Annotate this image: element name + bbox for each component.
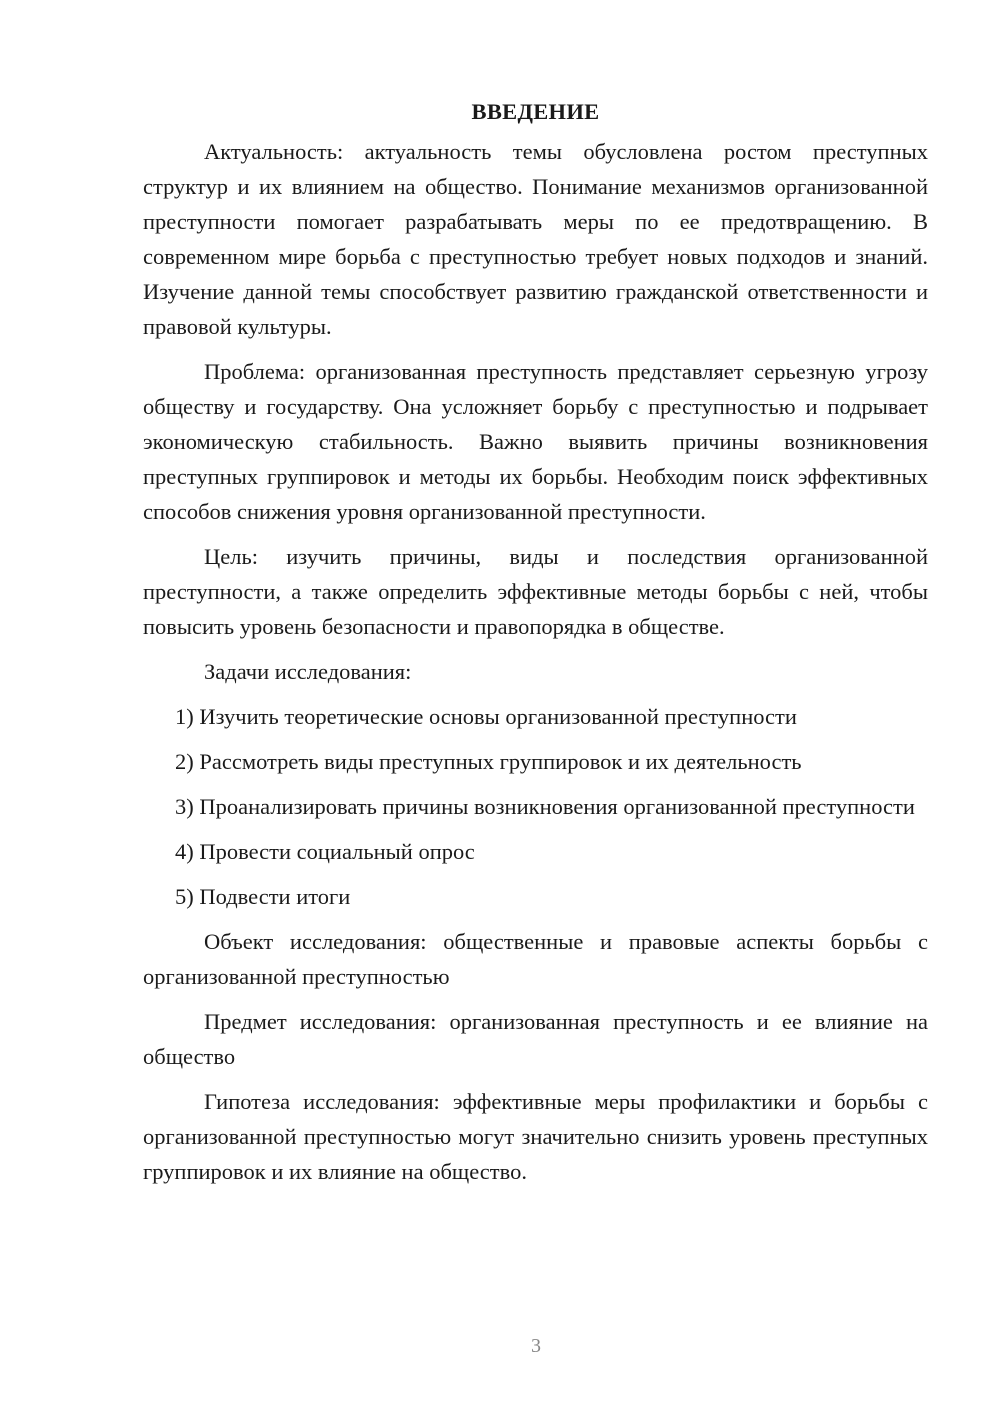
task-item-1: 1) Изучить теоретические основы организованной преступности	[175, 704, 797, 729]
paragraph-object: Объект исследования: общественные и правовые аспекты борьбы с организованной преступностью	[143, 929, 928, 989]
section-title: ВВЕДЕНИЕ	[471, 99, 600, 124]
paragraph-problem: Проблема: организованная преступность представляет серьезную угрозу обществу и государству. Она усложняет борьбу с преступностью и подрывает экономическую стабильность. Важно выявить причины возникновения преступных группировок и методы их борьбы. Необходим поиск эффективных способов снижения уровня организованной преступности.	[143, 359, 928, 524]
page-number: 3	[531, 1335, 541, 1357]
task-item-2: 2) Рассмотреть виды преступных группировок и их деятельность	[175, 749, 802, 774]
task-item-4: 4) Провести социальный опрос	[175, 839, 475, 864]
paragraph-goal: Цель: изучить причины, виды и последствия организованной преступности, а также определить эффективные методы борьбы с ней, чтобы повысить уровень безопасности и правопорядка в обществе.	[143, 544, 928, 639]
task-item-5: 5) Подвести итоги	[175, 884, 351, 909]
task-item-3: 3) Проанализировать причины возникновения организованной преступности	[175, 794, 915, 819]
paragraph-hypothesis: Гипотеза исследования: эффективные меры профилактики и борьбы с организованной преступностью могут значительно снизить уровень преступных группировок и их влияние на общество.	[143, 1089, 928, 1184]
paragraph-subject: Предмет исследования: организованная преступность и ее влияние на общество	[143, 1009, 928, 1069]
paragraph-tasks-heading: Задачи исследования:	[204, 659, 412, 684]
paragraph-relevance: Актуальность: актуальность темы обусловлена ростом преступных структур и их влиянием на общество. Понимание механизмов организованной преступности помогает разрабатывать меры по ее предотвращению. В современном мире борьба с преступностью требует новых подходов и знаний. Изучение данной темы способствует развитию гражданской ответственности и правовой культуры.	[143, 139, 928, 339]
page-content	[143, 94, 928, 1199]
